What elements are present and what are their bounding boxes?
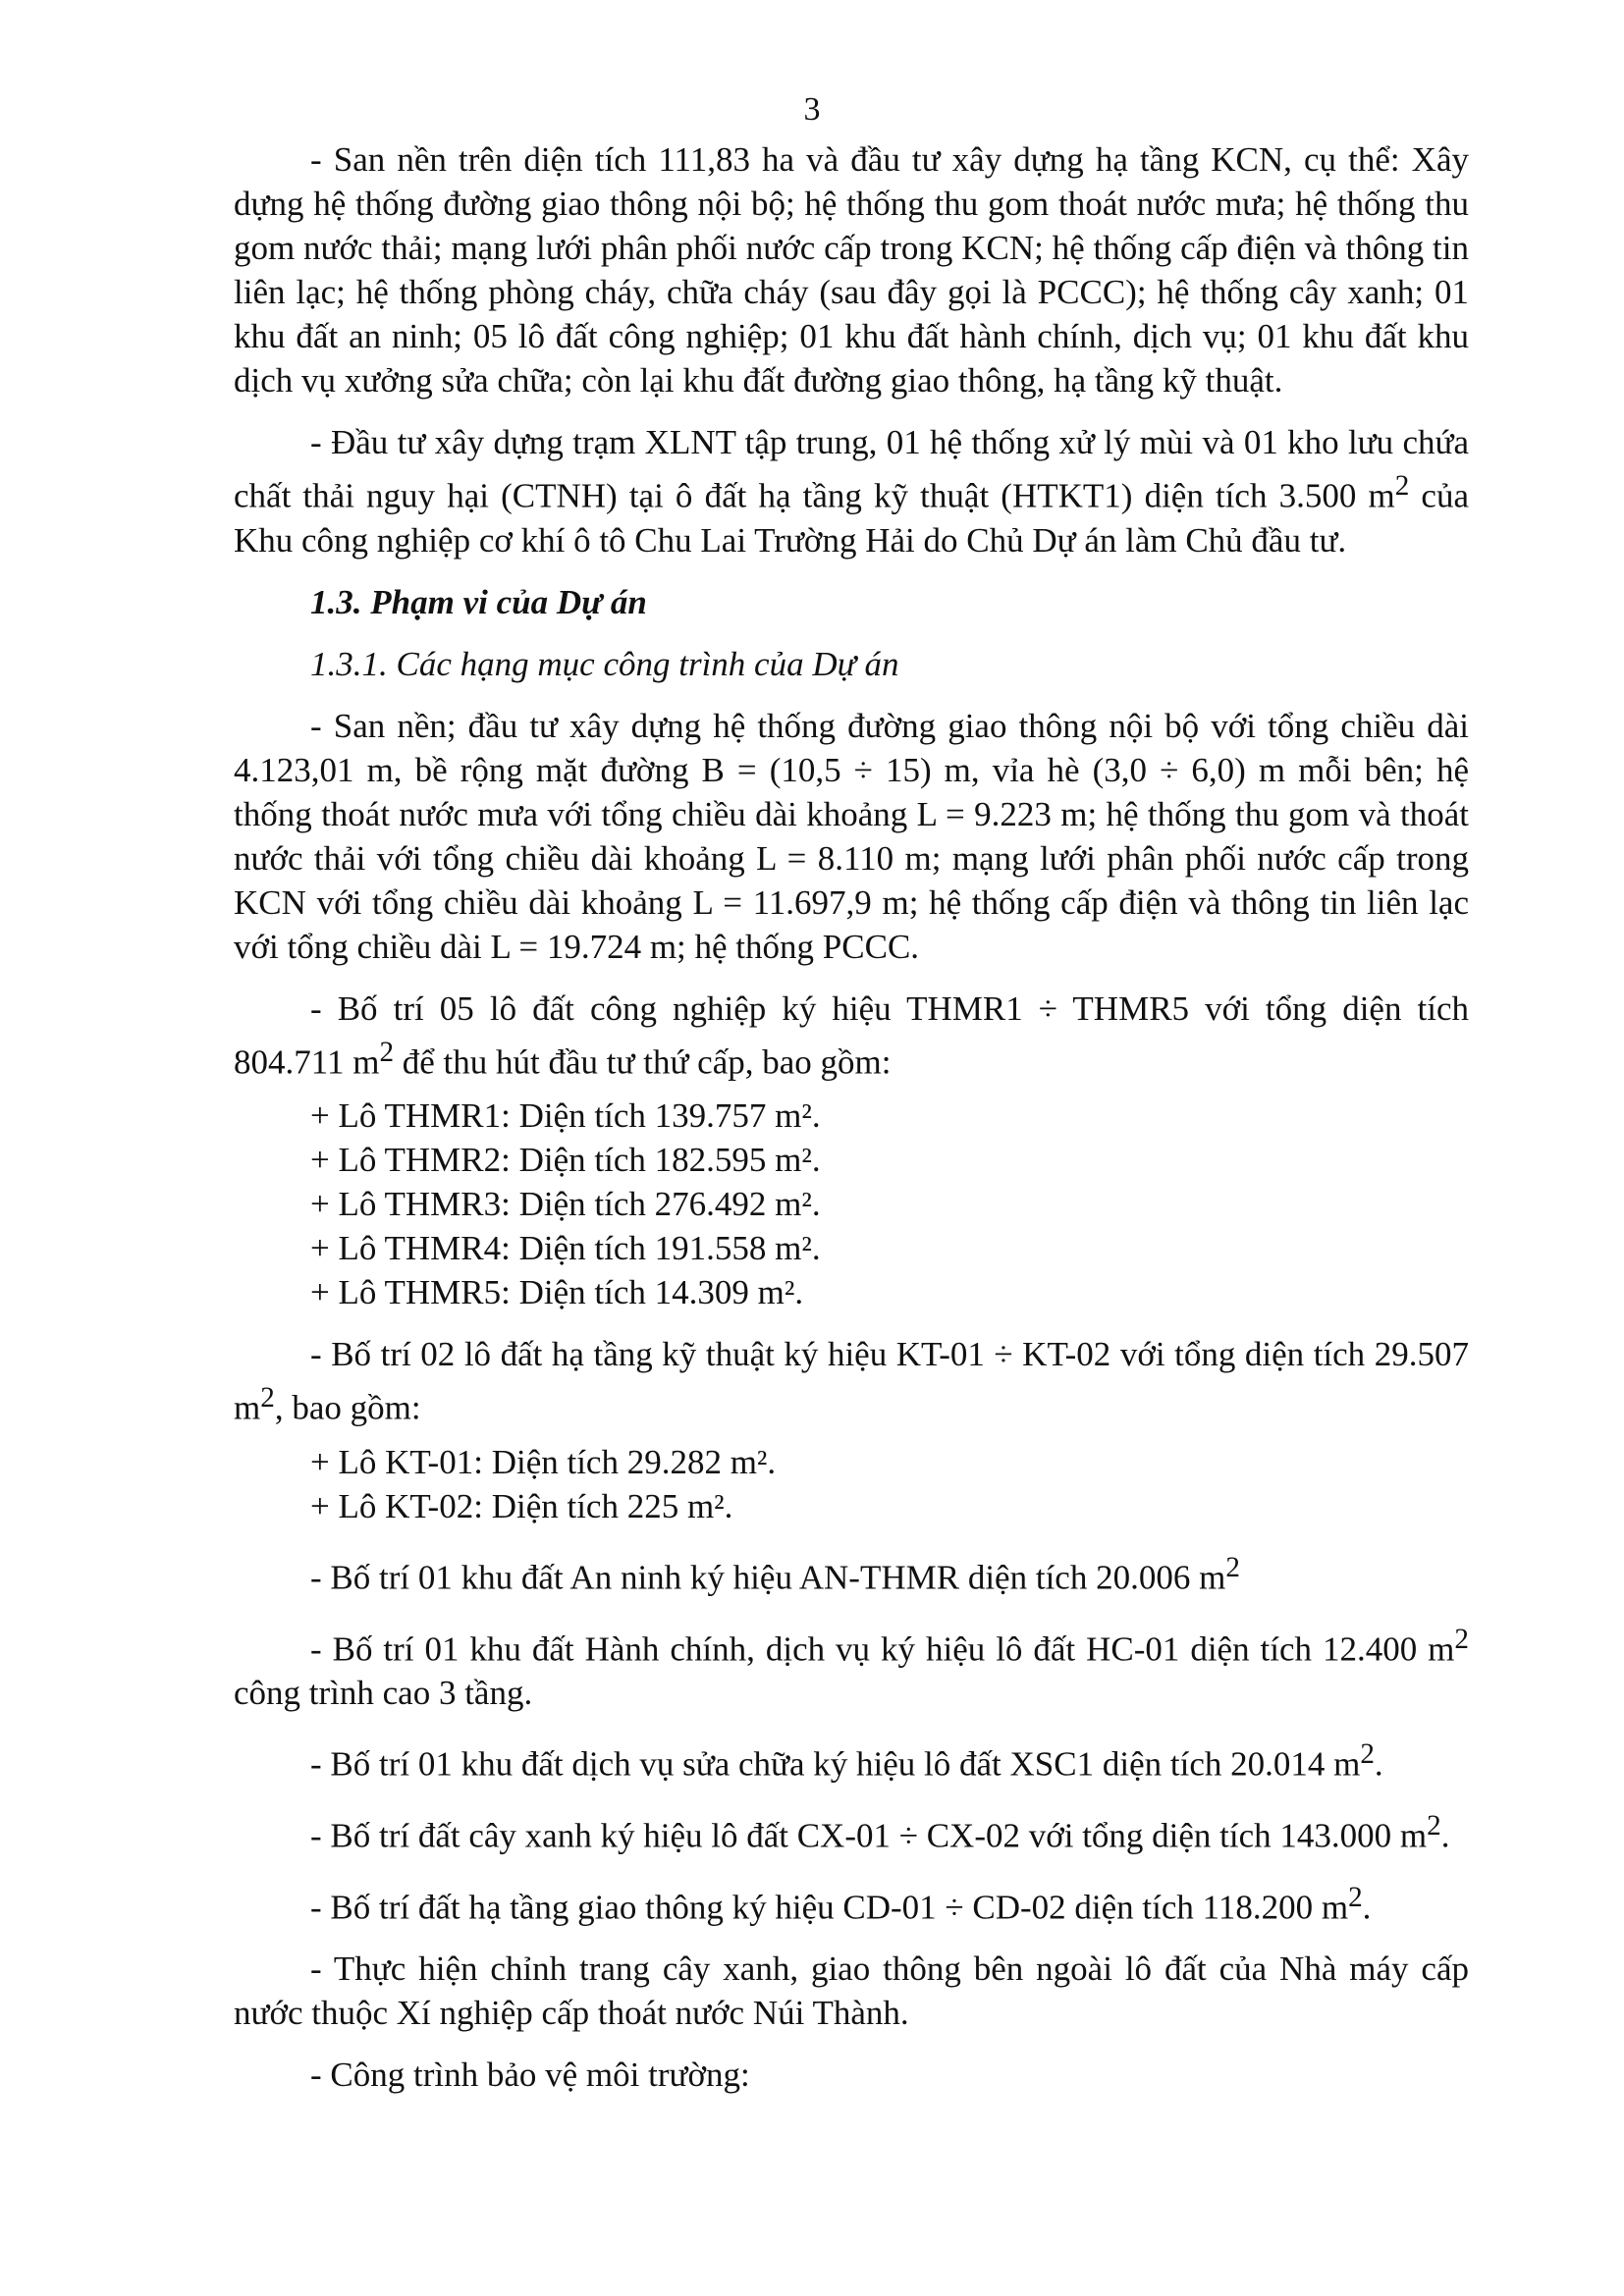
text-fragment: - Bố trí 01 khu đất Hành chính, dịch vụ ký hiệu lô đất HC-01 diện tích 12.400 m: [310, 1629, 1455, 1669]
paragraph-sua-chua: [234, 1733, 1469, 1787]
text-fragment: - Bố trí 02 lô đất hạ tầng kỹ thuật ký hiệu KT-01 ÷ KT-02 với tổng diện tích 29.507 m: [234, 1335, 1469, 1427]
thmr-lot-list: [234, 1094, 1469, 1314]
text-fragment: - Bố trí đất cây xanh ký hiệu lô đất CX-01 ÷ CX-02 với tổng diện tích 143.000 m: [310, 1816, 1428, 1855]
paragraph-lo-dat-cong-nghiep: [234, 987, 1469, 1085]
list-item: + Lô THMR1: Diện tích 139.757 m².: [310, 1096, 821, 1136]
text-fragment: , bao gồm:: [274, 1388, 421, 1427]
superscript: 2: [260, 1382, 275, 1415]
superscript: 2: [1394, 470, 1410, 502]
paragraph-tram-xlnt: [234, 420, 1469, 562]
text-fragment: .: [1362, 1888, 1372, 1927]
paragraph-bao-ve-moi-truong: - Công trình bảo vệ môi trường:: [310, 2056, 750, 2095]
superscript: 2: [1427, 1809, 1441, 1842]
list-item: + Lô KT-01: Diện tích 29.282 m².: [310, 1442, 777, 1481]
paragraph-hanh-chinh: [234, 1618, 1469, 1716]
list-item: + Lô THMR4: Diện tích 191.558 m².: [310, 1229, 821, 1268]
superscript: 2: [1348, 1881, 1363, 1913]
kt-lot-list: [234, 1440, 1469, 1528]
superscript: 2: [379, 1036, 395, 1068]
subsection-heading: 1.3.1. Các hạng mục công trình của Dự án: [310, 644, 899, 683]
paragraph-an-ninh: [234, 1546, 1469, 1600]
paragraph-ha-tang-ky-thuat: [234, 1332, 1469, 1430]
section-heading: 1.3. Phạm vi của Dự án: [310, 582, 647, 621]
list-item: + Lô THMR5: Diện tích 14.309 m².: [310, 1273, 804, 1312]
text-fragment: để thu hút đầu tư thứ cấp, bao gồm:: [394, 1042, 892, 1082]
list-item: + Lô THMR3: Diện tích 276.492 m².: [310, 1185, 821, 1224]
superscript: 2: [1454, 1623, 1469, 1655]
text-fragment: của Khu công nghiệp cơ khí ô tô Chu Lai Trường Hải do Chủ Dự án làm Chủ đầu tư.: [234, 476, 1469, 560]
text-fragment: - Bố trí 01 khu đất dịch vụ sửa chữa ký hiệu lô đất XSC1 diện tích 20.014 m: [310, 1744, 1361, 1784]
list-item: + Lô KT-02: Diện tích 225 m².: [310, 1486, 733, 1525]
document-body: [234, 137, 1469, 2114]
text-fragment: - Đầu tư xây dựng trạm XLNT tập trung, 01 hệ thống xử lý mùi và 01 kho lưu chứa chất thải nguy hại (CTNH) tại ô đất hạ tầng kỹ thuật (HTKT1) diện tích 3.500 m: [234, 423, 1469, 515]
paragraph-chinh-trang: - Thực hiện chỉnh trang cây xanh, giao thông bên ngoài lô đất của Nhà máy cấp nước thuộc Xí nghiệp cấp thoát nước Núi Thành.: [234, 1949, 1469, 2033]
text-fragment: - Bố trí 05 lô đất công nghiệp ký hiệu THMR1 ÷ THMR5 với tổng diện tích 804.711 m: [234, 988, 1469, 1082]
superscript: 2: [1360, 1738, 1375, 1771]
text-fragment: - Bố trí đất hạ tầng giao thông ký hiệu CD-01 ÷ CD-02 diện tích 118.200 m: [310, 1888, 1349, 1927]
paragraph-san-nen-ha-tang: - San nền trên diện tích 111,83 ha và đầu tư xây dựng hạ tầng KCN, cụ thể: Xây dựng hệ thống đường giao thông nội bộ; hệ thống thu gom thoát nước mưa; hệ thống thu gom nước thải; mạng lưới phân phối nước cấp trong KCN; hệ thống cấp điện và thông tin liên lạc; hệ thống phòng cháy, chữa cháy (sau đây gọi là PCCC); hệ thống cây xanh; 01 khu đất an ninh; 05 lô đất công nghiệp; 01 khu đất hành chính, dịch vụ; 01 khu đất khu dịch vụ xưởng sửa chữa; còn lại khu đất đường giao thông, hạ tầng kỹ thuật.: [234, 140, 1469, 400]
page-number: 3: [803, 91, 821, 128]
text-fragment: .: [1374, 1744, 1383, 1784]
paragraph-giao-thong-noi-bo: - San nền; đầu tư xây dựng hệ thống đường giao thông nội bộ với tổng chiều dài 4.123,01 m, bề rộng mặt đường B = (10,5 ÷ 15) m, vỉa hè (3,0 ÷ 6,0) m mỗi bên; hệ thống thoát nước mưa với tổng chiều dài khoảng L = 9.223 m; hệ thống thu gom và thoát nước thải với tổng chiều dài khoảng L = 8.110 m; mạng lưới phân phối nước cấp trong KCN với tổng chiều dài khoảng L = 11.697,9 m; hệ thống cấp điện và thông tin liên lạc với tổng chiều dài L = 19.724 m; hệ thống PCCC.: [234, 706, 1469, 966]
list-item: + Lô THMR2: Diện tích 182.595 m².: [310, 1141, 821, 1180]
paragraph-ha-tang-giao-thong: [234, 1876, 1469, 1930]
text-fragment: - Bố trí 01 khu đất An ninh ký hiệu AN-THMR diện tích 20.006 m: [310, 1558, 1226, 1597]
text-fragment: .: [1440, 1816, 1450, 1855]
superscript: 2: [1225, 1551, 1240, 1583]
paragraph-cay-xanh: [234, 1804, 1469, 1858]
text-fragment: công trình cao 3 tầng.: [234, 1674, 533, 1713]
